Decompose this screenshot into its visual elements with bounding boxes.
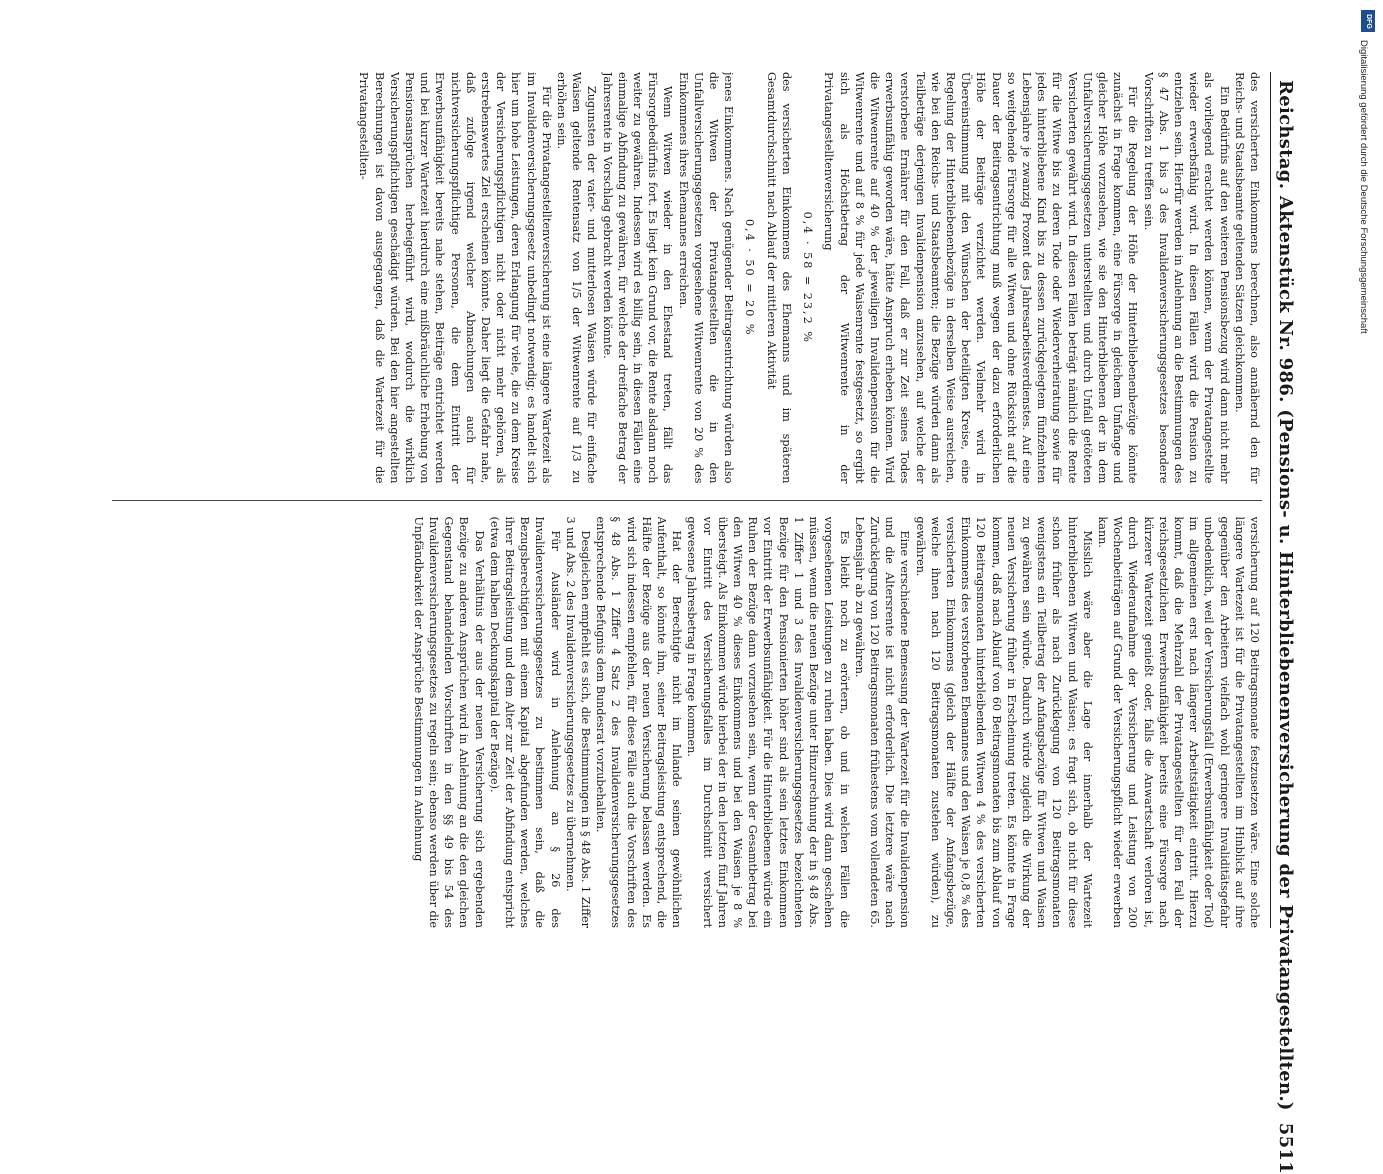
page-number: 5511 <box>1275 1122 1296 1174</box>
paragraph: Das Verhältnis der aus der neuen Versicherung sich ergebenden Bezüge zu anderen Ansprüchen wird in Anlehnung an die den gleichen Gegenstand behandelnden Vorschriften in den §§ 49 bis 54 des Invalidenversicherungsgesetzes zu regeln sein; ebenso werden über die Unpfändbarkeit der Ansprüche Bestimmungen in Anlehnung <box>411 516 486 928</box>
paragraph: Hat der Berechtigte nicht im Inlande seinen gewöhnlichen Aufenthalt, so könnte ihm, seiner Beitragsleistung entsprechend, die Hälfte der Bezüge aus der neuen Versicherung belassen werden. Es wird sich indessen empfehlen, für diese Fälle auch die Vorschriften des § 48 Abs. 1 Ziffer 4 Satz 2 des Invalidenversicherungsgesetzes entsprechende Befugnis dem Bundesrat vorzubehalten. <box>594 516 684 928</box>
dfg-logo <box>1361 10 1375 32</box>
paragraph: Für Ausländer wird in Anlehnung an § 26 des Invalidenversicherungsgesetzes zu bestimmen sein, daß die Bezugsberechtigten mit einem Kapital abgefunden werden, welches ihrer Beitragsleistung und dem Alter zur Zeit der Abfindung entspricht (etwa dem halben Deckungskapital der Bezüge). <box>487 516 562 928</box>
formula: 0,4 · 50 = 20 % <box>743 218 757 337</box>
paragraph: Für die Regelung der Höhe der Hinterbliebenenbezüge könnte zunächst in Frage kommen, eine Fürsorge in gleichem Umfange und gleicher Höhe vorzusehen, wie sie den Hinterbliebenen der in dem Unfallversicherungsgesetzen unterstellten und durch Unfall getöteten Versicherten gewährt wird. In diesen Fällen beträgt nämlich die Rente für die Witwe bis zu deren Tode oder Wiederverheiratung sowie für jedes hinterbliebene Kind bis zu dessen zurückgelegtem fünfzehnten Lebensjahre je zwanzig Prozent des Jahresarbeitsverdienstes. Auf eine so weitgehende Fürsorge für alle Witwen und ohne Rücksicht auf die Dauer der Beitragsentrichtung muß wegen der dazu erforderlichen Höhe der Beiträge verzichtet werden. Vielmehr wird in Übereinstimmung mit den Wünschen der beteiligten Kreise, eine Regelung der Hinterbliebenenbezüge in derselben Weise ausreichen, wie bei den Reichs- und Staatsbeamten; die Bezüge würden dann als Teilbeträge derjenigen Invalidenpension anzusehen, auf welche der verstorbene Ernährer für den Fall, daß er zur Zeit seines Todes erwerbsunfähig geworden wäre, hätte Anspruch erheben können. Wird die Witwenrente auf 40 % der jeweiligen Invalidenpension für die Witwenrente und auf 8 % für jede Waisenrente festgesetzt, so ergibt sich als Höchstbetrag der Witwenrente in der Privatangestelltenversicherung <box>822 72 1140 484</box>
paragraph: Zugunsten der vater- und mutterlosen Waisen würde für einfache Waisen geltende Rentensatz von 1/5 der Witwenrente auf 1/3 zu erhöhen sein. <box>555 72 599 484</box>
formula: 0,4 · 58 = 23,2 % <box>801 211 815 344</box>
paragraph: versicherung auf 120 Beitragsmonate festzusetzen wäre. Eine solche längere Wartezeit ist für die Privatangestellten im Hinblick auf ihre gegenüber den Arbeitern vielfach wohl geringere Invaliditätsgefahr unbedenklich, weil der Versicherungsfall (Erwerbsunfähigkeit oder Tod) im allgemeinen erst nach längerer Arbeitstätigkeit eintritt. Hierzu kommt, daß die Mehrzahl der Privatangestellten für den Fall der reichsgesetzlichen Erwerbsunfähigkeit bereits eine Fürsorge nach kürzerer Wartezeit genießt oder, falls die Anwartschaft verloren ist, durch Wiederaufnahme der Versicherung und Leistung von 200 Wochenbeiträgen auf Grund der Versicherungspflicht wieder erwerben kann. <box>1095 516 1261 928</box>
paragraph: Misslich wäre aber die Lage der innerhalb der Wartezeit hinterbliebenen Witwen und Waisen; es fragt sich, ob nicht für diese schon früher als nach Zurücklegung von 120 Beitragsmonaten wenigstens ein Teilbetrag der Anfangsbezüge für Witwen und Waisen zu gewähren sein würde. Dadurch würde zugleich die Wirkung der neuen Versicherung früher in Erscheinung treten. Es könnte in Frage kommen, daß nach Ablauf von 60 Beitragsmonaten bis zum Ablauf von 120 Beitragsmonaten hinterbleibenden Witwen 4 % des versicherten Einkommens des verstorbenen Ehemannes und den Waisen je 0,8 % des versicherten Einkommens (gleich der Hälfte der Anfangsbezüge, welche ihnen nach 120 Beitragsmonaten zustehen würden), zu gewähren. <box>913 516 1094 928</box>
paragraph: jenes Einkommens. Nach genügender Beitragsentrichtung würden also die Witwen der Privatangestellten die in den Unfallversicherungsgesetzen vorgesehene Witwenrente von 20 % des Einkommens ihres Ehemannes erreichen. <box>676 72 736 484</box>
paragraph: Desgleichen empfiehlt es sich, die Bestimmungen in § 48 Abs. 1 Ziffer 3 und Abs. 2 des Invalidenversicherungsgesetzes zu übernehmen. <box>563 516 593 928</box>
paragraph: des versicherten Einkommens des Ehemanns und im späteren Gesamtdurchschnitt nach Ablauf der mittleren Aktivität <box>764 72 793 484</box>
paragraph: Ein Bedürfnis auf den weiteren Pensionsbezug wird dann nicht mehr als vorliegend erachtet werden können, wenn der Privatangestellte wieder erwerbsfähig wird. In diesen Fällen wird die Pension zu entziehen sein. Hierfür werden in Anlehnung an die Bestimmungen des § 47 Abs. 1 bis 3 des Invalidenversicherungsgesetzes besondere Vorschriften zu treffen sein. <box>1141 72 1231 484</box>
right-column <box>112 517 1262 929</box>
rotated-page <box>82 60 1302 1174</box>
paragraph: Eine verschiedene Bemessung der Wartezeit für die Invalidenpension und die Altersrente ist nicht erforderlich. Die letztere wäre nach Zurücklegung von 120 Beitragsmonaten frühestens vom vollendeten 65. Lebensjahr ab zu gewähren. <box>852 516 912 928</box>
attribution-text: Digitalisierung gefördert durch die Deutsche Forschungsgemeinschaft <box>1358 40 1369 334</box>
column-divider <box>112 500 1262 501</box>
left-column <box>112 72 1262 484</box>
paragraph: des versicherten Einkommens berechnen, also annähernd den für Reichs- und Staatsbeamte geltenden Sätzen gleichkommen. <box>1232 72 1261 484</box>
page-header <box>1270 72 1296 1174</box>
text-columns <box>112 72 1262 928</box>
attribution-text-box <box>1358 40 1376 690</box>
paragraph: Für die Privatangestelltenversicherung ist eine längere Wartezeit als im Invalidenversicherungsgesetz unbedingt notwendig; es handelt sich hier um hohe Leistungen, deren Erlangung für viele, die zu dem Kreise der Versicherungspflichtigen nicht oder nicht mehr gehören, als erstrebenswertes Ziel erscheinen könnte. Daher liegt die Gefahr nahe, daß zufolge irgend welcher Abmachungen auch für nichtversicherungspflichtige Personen, die dem Eintritt der Erwerbsunfähigkeit bereits nahe stehen, Beiträge entrichtet werden und bei kurzer Wartezeit hierdurch eine mißbräuchliche Erhebung von Pensionsansprüchen herbeigeführt wird, wodurch die wirklich Versicherungspflichtigen geschädigt würden. Bei den hier angestellten Berechnungen ist davon ausgegangen, daß die Wartezeit für die Privatangestellten- <box>357 72 553 484</box>
paragraph: Es bleibt noch zu erörtern, ob und in welchen Fällen die vorgesehenen Leistungen zu ruhen haben. Dies wird dann geschehen müssen, wenn die neuen Bezüge unter Hinzurechnung der in § 48 Abs. 1 Ziffer 1 und 3 des Invalidenversicherungsgesetzes bezeichneten Bezüge für den Pensionierten höher sind als sein letztes Einkommen vor Eintritt der Erwerbsunfähigkeit. Für die Hinterbliebenen würde ein Ruhen der Bezüge dann vorzusehen sein, wenn der Gesamtbetrag bei den Witwen 40 % dieses Einkommens und bei den Waisen je 8 % übersteigt. Als Einkommen würde hierbei der in den letzten fünf Jahren vor Eintritt des Versicherungsfalles im Durchschnitt versichert gewesene Jahresbetrag in Frage kommen. <box>685 516 851 928</box>
page-header-title: Reichstag. Aktenstück Nr. 986. (Pensions- u. Hinterbliebenenversicherung der Privatangestellten.) <box>1275 80 1296 1111</box>
paragraph: Wenn Witwen wieder in den Ehestand treten, fällt das Fürsorgebedürfnis fort. Es liegt kein Grund vor, die Rente alsdann noch weiter zu gewähren. Indessen wird es billig sein, in diesen Fällen eine einmalige Abfindung zu gewähren, für welche der dreifache Betrag der Jahresrente in Vorschlag gebracht werden könnte. <box>600 72 675 484</box>
dfg-logo-text: DFG <box>1364 13 1372 29</box>
attribution-strip <box>1358 10 1377 990</box>
